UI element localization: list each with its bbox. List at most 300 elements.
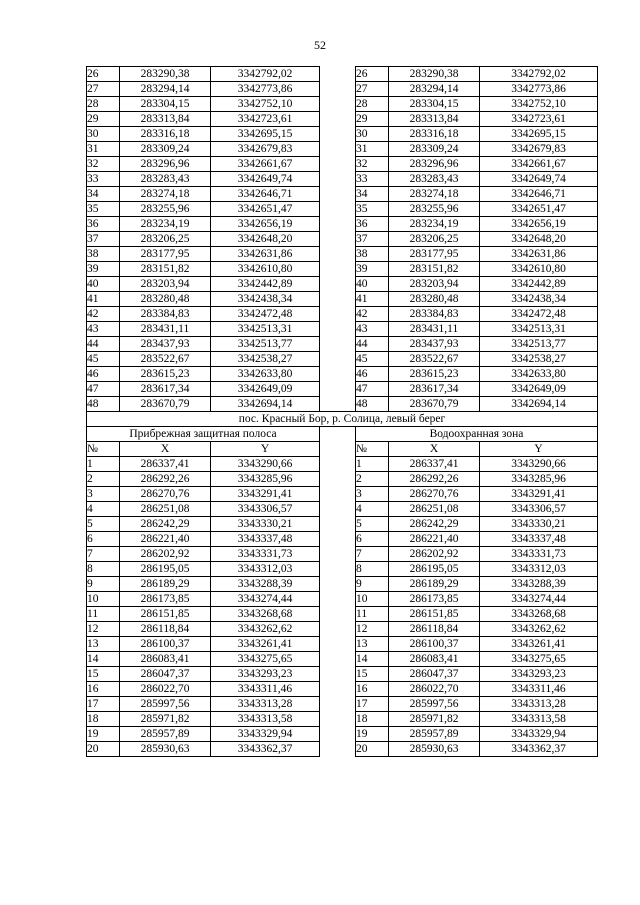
y-coordinate: 3342661,67 <box>480 157 598 172</box>
column-gap <box>320 562 356 577</box>
point-number: 42 <box>356 307 389 322</box>
y-coordinate: 3342633,80 <box>480 367 598 382</box>
x-coordinate: 283617,34 <box>120 382 211 397</box>
x-coordinate: 283206,25 <box>120 232 211 247</box>
point-number: 11 <box>87 607 120 622</box>
x-coordinate: 283617,34 <box>389 382 480 397</box>
table-row <box>87 247 598 262</box>
column-gap <box>320 232 356 247</box>
column-gap <box>320 307 356 322</box>
x-coordinate: 286022,70 <box>389 682 480 697</box>
point-number: 41 <box>356 292 389 307</box>
column-gap <box>320 502 356 517</box>
column-gap <box>320 127 356 142</box>
y-coordinate: 3342752,10 <box>211 97 320 112</box>
x-coordinate: 286251,08 <box>389 502 480 517</box>
table-row <box>87 517 598 532</box>
table-row <box>87 382 598 397</box>
y-coordinate: 3342438,34 <box>480 292 598 307</box>
y-coordinate: 3342633,80 <box>211 367 320 382</box>
point-number: 39 <box>87 262 120 277</box>
header-number: № <box>356 442 389 457</box>
point-number: 10 <box>87 592 120 607</box>
y-coordinate: 3342661,67 <box>211 157 320 172</box>
column-gap <box>320 352 356 367</box>
y-coordinate: 3343311,46 <box>211 682 320 697</box>
point-number: 43 <box>356 322 389 337</box>
y-coordinate: 3343330,21 <box>211 517 320 532</box>
column-gap <box>320 682 356 697</box>
column-gap <box>320 172 356 187</box>
column-gap <box>320 202 356 217</box>
table-row <box>87 142 598 157</box>
point-number: 34 <box>87 187 120 202</box>
x-coordinate: 286221,40 <box>389 532 480 547</box>
point-number: 31 <box>87 142 120 157</box>
x-coordinate: 286242,29 <box>120 517 211 532</box>
point-number: 13 <box>87 637 120 652</box>
x-coordinate: 283437,93 <box>120 337 211 352</box>
point-number: 28 <box>87 97 120 112</box>
x-coordinate: 286221,40 <box>120 532 211 547</box>
table-row <box>87 652 598 667</box>
point-number: 40 <box>356 277 389 292</box>
point-number: 46 <box>356 367 389 382</box>
y-coordinate: 3342752,10 <box>480 97 598 112</box>
x-coordinate: 283316,18 <box>120 127 211 142</box>
x-coordinate: 283296,96 <box>120 157 211 172</box>
column-gap <box>320 217 356 232</box>
x-coordinate: 285971,82 <box>389 712 480 727</box>
point-number: 33 <box>87 172 120 187</box>
table-row <box>87 697 598 712</box>
y-coordinate: 3342513,31 <box>211 322 320 337</box>
header-x: X <box>389 442 480 457</box>
point-number: 18 <box>356 712 389 727</box>
point-number: 5 <box>87 517 120 532</box>
y-coordinate: 3343313,58 <box>480 712 598 727</box>
point-number: 2 <box>356 472 389 487</box>
point-number: 3 <box>87 487 120 502</box>
point-number: 37 <box>87 232 120 247</box>
y-coordinate: 3343261,41 <box>211 637 320 652</box>
x-coordinate: 283522,67 <box>389 352 480 367</box>
column-gap <box>320 67 356 82</box>
point-number: 15 <box>356 667 389 682</box>
x-coordinate: 283151,82 <box>120 262 211 277</box>
table-row <box>87 487 598 502</box>
y-coordinate: 3342646,71 <box>211 187 320 202</box>
x-coordinate: 283151,82 <box>389 262 480 277</box>
y-coordinate: 3342513,31 <box>480 322 598 337</box>
y-coordinate: 3342694,14 <box>211 397 320 412</box>
column-gap <box>320 367 356 382</box>
column-gap <box>320 337 356 352</box>
y-coordinate: 3343331,73 <box>211 547 320 562</box>
x-coordinate: 286047,37 <box>389 667 480 682</box>
column-gap <box>320 322 356 337</box>
y-coordinate: 3343274,44 <box>211 592 320 607</box>
y-coordinate: 3342513,77 <box>211 337 320 352</box>
y-coordinate: 3343275,65 <box>211 652 320 667</box>
y-coordinate: 3342646,71 <box>480 187 598 202</box>
y-coordinate: 3343262,62 <box>480 622 598 637</box>
x-coordinate: 283313,84 <box>120 112 211 127</box>
y-coordinate: 3343290,66 <box>480 457 598 472</box>
table-row <box>87 202 598 217</box>
y-coordinate: 3343288,39 <box>480 577 598 592</box>
table-row <box>87 367 598 382</box>
table-row <box>87 277 598 292</box>
x-coordinate: 283290,38 <box>120 67 211 82</box>
point-number: 14 <box>87 652 120 667</box>
point-number: 32 <box>87 157 120 172</box>
column-gap <box>320 487 356 502</box>
x-coordinate: 286202,92 <box>120 547 211 562</box>
column-gap <box>320 382 356 397</box>
table-row <box>87 562 598 577</box>
column-gap <box>320 577 356 592</box>
point-number: 6 <box>87 532 120 547</box>
x-coordinate: 283522,67 <box>120 352 211 367</box>
y-coordinate: 3343313,58 <box>211 712 320 727</box>
y-coordinate: 3343313,28 <box>211 697 320 712</box>
x-coordinate: 283234,19 <box>120 217 211 232</box>
y-coordinate: 3343362,37 <box>211 742 320 757</box>
y-coordinate: 3342651,47 <box>480 202 598 217</box>
x-coordinate: 283384,83 <box>389 307 480 322</box>
y-coordinate: 3343275,65 <box>480 652 598 667</box>
y-coordinate: 3343293,23 <box>480 667 598 682</box>
x-coordinate: 283290,38 <box>389 67 480 82</box>
point-number: 7 <box>87 547 120 562</box>
x-coordinate: 283203,94 <box>120 277 211 292</box>
x-coordinate: 283294,14 <box>389 82 480 97</box>
x-coordinate: 283280,48 <box>389 292 480 307</box>
y-coordinate: 3342648,20 <box>211 232 320 247</box>
column-gap <box>320 292 356 307</box>
x-coordinate: 286173,85 <box>120 592 211 607</box>
y-coordinate: 3342651,47 <box>211 202 320 217</box>
table-row <box>87 682 598 697</box>
x-coordinate: 285997,56 <box>389 697 480 712</box>
point-number: 19 <box>87 727 120 742</box>
column-gap <box>320 262 356 277</box>
point-number: 4 <box>87 502 120 517</box>
column-gap <box>320 637 356 652</box>
point-number: 9 <box>356 577 389 592</box>
table-row <box>87 262 598 277</box>
point-number: 31 <box>356 142 389 157</box>
y-coordinate: 3343288,39 <box>211 577 320 592</box>
y-coordinate: 3342723,61 <box>480 112 598 127</box>
point-number: 3 <box>356 487 389 502</box>
x-coordinate: 286022,70 <box>120 682 211 697</box>
header-number: № <box>87 442 120 457</box>
column-gap <box>320 427 356 442</box>
y-coordinate: 3342472,48 <box>480 307 598 322</box>
y-coordinate: 3343306,57 <box>211 502 320 517</box>
y-coordinate: 3342723,61 <box>211 112 320 127</box>
x-coordinate: 283294,14 <box>120 82 211 97</box>
y-coordinate: 3343293,23 <box>211 667 320 682</box>
x-coordinate: 285997,56 <box>120 697 211 712</box>
point-number: 40 <box>87 277 120 292</box>
point-number: 30 <box>87 127 120 142</box>
y-coordinate: 3342513,77 <box>480 337 598 352</box>
point-number: 47 <box>356 382 389 397</box>
y-coordinate: 3342694,14 <box>480 397 598 412</box>
y-coordinate: 3342631,86 <box>211 247 320 262</box>
x-coordinate: 283274,18 <box>120 187 211 202</box>
y-coordinate: 3343285,96 <box>480 472 598 487</box>
table-row <box>87 457 598 472</box>
x-coordinate: 283670,79 <box>389 397 480 412</box>
x-coordinate: 283431,11 <box>389 322 480 337</box>
y-coordinate: 3343337,48 <box>480 532 598 547</box>
point-number: 14 <box>356 652 389 667</box>
table-row <box>87 502 598 517</box>
x-coordinate: 286292,26 <box>120 472 211 487</box>
x-coordinate: 283437,93 <box>389 337 480 352</box>
y-coordinate: 3342792,02 <box>211 67 320 82</box>
point-number: 5 <box>356 517 389 532</box>
table-row <box>87 532 598 547</box>
y-coordinate: 3343268,68 <box>480 607 598 622</box>
point-number: 39 <box>356 262 389 277</box>
y-coordinate: 3343285,96 <box>211 472 320 487</box>
table-row <box>87 742 598 757</box>
column-gap <box>320 442 356 457</box>
column-gap <box>320 247 356 262</box>
point-number: 44 <box>356 337 389 352</box>
point-number: 35 <box>356 202 389 217</box>
y-coordinate: 3343330,21 <box>480 517 598 532</box>
point-number: 16 <box>87 682 120 697</box>
x-coordinate: 283206,25 <box>389 232 480 247</box>
point-number: 11 <box>356 607 389 622</box>
header-y: Y <box>480 442 598 457</box>
table-row <box>87 727 598 742</box>
y-coordinate: 3343313,28 <box>480 697 598 712</box>
point-number: 2 <box>87 472 120 487</box>
x-coordinate: 285971,82 <box>120 712 211 727</box>
x-coordinate: 285957,89 <box>389 727 480 742</box>
point-number: 45 <box>87 352 120 367</box>
column-gap <box>320 187 356 202</box>
column-gap <box>320 82 356 97</box>
point-number: 27 <box>356 82 389 97</box>
x-coordinate: 283309,24 <box>120 142 211 157</box>
y-coordinate: 3342695,15 <box>480 127 598 142</box>
table-row <box>87 67 598 82</box>
y-coordinate: 3342649,74 <box>480 172 598 187</box>
point-number: 17 <box>356 697 389 712</box>
table-row <box>87 592 598 607</box>
table-row <box>87 472 598 487</box>
y-coordinate: 3343362,37 <box>480 742 598 757</box>
y-coordinate: 3343261,41 <box>480 637 598 652</box>
x-coordinate: 283234,19 <box>389 217 480 232</box>
point-number: 30 <box>356 127 389 142</box>
y-coordinate: 3342773,86 <box>211 82 320 97</box>
x-coordinate: 286100,37 <box>120 637 211 652</box>
section-title-row <box>87 427 598 442</box>
x-coordinate: 286195,05 <box>120 562 211 577</box>
column-gap <box>320 727 356 742</box>
point-number: 36 <box>87 217 120 232</box>
table-row <box>87 112 598 127</box>
point-number: 43 <box>87 322 120 337</box>
y-coordinate: 3343329,94 <box>211 727 320 742</box>
x-coordinate: 286337,41 <box>120 457 211 472</box>
point-number: 44 <box>87 337 120 352</box>
point-number: 20 <box>356 742 389 757</box>
x-coordinate: 283283,43 <box>120 172 211 187</box>
x-coordinate: 286251,08 <box>120 502 211 517</box>
table-row <box>87 577 598 592</box>
table-row <box>87 667 598 682</box>
y-coordinate: 3342442,89 <box>211 277 320 292</box>
table-row <box>87 337 598 352</box>
x-coordinate: 286083,41 <box>389 652 480 667</box>
point-number: 19 <box>356 727 389 742</box>
table-row <box>87 232 598 247</box>
x-coordinate: 286118,84 <box>389 622 480 637</box>
x-coordinate: 283384,83 <box>120 307 211 322</box>
column-gap <box>320 532 356 547</box>
x-coordinate: 283431,11 <box>120 322 211 337</box>
y-coordinate: 3342656,19 <box>480 217 598 232</box>
y-coordinate: 3343268,68 <box>211 607 320 622</box>
point-number: 33 <box>356 172 389 187</box>
table-row <box>87 97 598 112</box>
point-number: 1 <box>87 457 120 472</box>
point-number: 42 <box>87 307 120 322</box>
y-coordinate: 3342649,74 <box>211 172 320 187</box>
x-coordinate: 286189,29 <box>389 577 480 592</box>
x-coordinate: 283304,15 <box>389 97 480 112</box>
point-number: 10 <box>356 592 389 607</box>
table-row <box>87 322 598 337</box>
x-coordinate: 286173,85 <box>389 592 480 607</box>
table-row <box>87 292 598 307</box>
x-coordinate: 283255,96 <box>389 202 480 217</box>
point-number: 32 <box>356 157 389 172</box>
x-coordinate: 286242,29 <box>389 517 480 532</box>
column-gap <box>320 607 356 622</box>
location-row <box>87 412 598 427</box>
column-gap <box>320 277 356 292</box>
y-coordinate: 3343291,41 <box>480 487 598 502</box>
x-coordinate: 283615,23 <box>389 367 480 382</box>
left-section-title: Прибрежная защитная полоса <box>87 427 320 442</box>
y-coordinate: 3342695,15 <box>211 127 320 142</box>
header-x: X <box>120 442 211 457</box>
x-coordinate: 283313,84 <box>389 112 480 127</box>
column-gap <box>320 397 356 412</box>
x-coordinate: 286189,29 <box>120 577 211 592</box>
x-coordinate: 283177,95 <box>389 247 480 262</box>
y-coordinate: 3343312,03 <box>211 562 320 577</box>
point-number: 37 <box>356 232 389 247</box>
y-coordinate: 3343311,46 <box>480 682 598 697</box>
table-row <box>87 187 598 202</box>
y-coordinate: 3342773,86 <box>480 82 598 97</box>
y-coordinate: 3342631,86 <box>480 247 598 262</box>
point-number: 1 <box>356 457 389 472</box>
y-coordinate: 3343274,44 <box>480 592 598 607</box>
x-coordinate: 286337,41 <box>389 457 480 472</box>
column-gap <box>320 157 356 172</box>
x-coordinate: 283615,23 <box>120 367 211 382</box>
column-gap <box>320 622 356 637</box>
column-gap <box>320 112 356 127</box>
x-coordinate: 283255,96 <box>120 202 211 217</box>
y-coordinate: 3342679,83 <box>211 142 320 157</box>
column-gap <box>320 547 356 562</box>
point-number: 9 <box>87 577 120 592</box>
y-coordinate: 3342610,80 <box>211 262 320 277</box>
y-coordinate: 3342679,83 <box>480 142 598 157</box>
header-y: Y <box>211 442 320 457</box>
y-coordinate: 3343290,66 <box>211 457 320 472</box>
right-section-title: Водоохранная зона <box>356 427 598 442</box>
coordinates-table <box>86 66 598 757</box>
x-coordinate: 283280,48 <box>120 292 211 307</box>
y-coordinate: 3342656,19 <box>211 217 320 232</box>
table-row <box>87 607 598 622</box>
point-number: 28 <box>356 97 389 112</box>
y-coordinate: 3343291,41 <box>211 487 320 502</box>
table-row <box>87 82 598 97</box>
column-gap <box>320 667 356 682</box>
point-number: 20 <box>87 742 120 757</box>
column-gap <box>320 712 356 727</box>
column-gap <box>320 457 356 472</box>
y-coordinate: 3342649,09 <box>480 382 598 397</box>
x-coordinate: 283316,18 <box>389 127 480 142</box>
point-number: 15 <box>87 667 120 682</box>
y-coordinate: 3342438,34 <box>211 292 320 307</box>
location-title: пос. Красный Бор, р. Солица, левый берег <box>87 412 598 427</box>
x-coordinate: 283203,94 <box>389 277 480 292</box>
y-coordinate: 3343312,03 <box>480 562 598 577</box>
point-number: 12 <box>87 622 120 637</box>
x-coordinate: 286100,37 <box>389 637 480 652</box>
column-gap <box>320 742 356 757</box>
y-coordinate: 3343262,62 <box>211 622 320 637</box>
point-number: 17 <box>87 697 120 712</box>
table-row <box>87 157 598 172</box>
x-coordinate: 285957,89 <box>120 727 211 742</box>
x-coordinate: 286151,85 <box>120 607 211 622</box>
x-coordinate: 286195,05 <box>389 562 480 577</box>
table-row <box>87 547 598 562</box>
y-coordinate: 3343329,94 <box>480 727 598 742</box>
x-coordinate: 286270,76 <box>120 487 211 502</box>
column-gap <box>320 517 356 532</box>
y-coordinate: 3342442,89 <box>480 277 598 292</box>
column-gap <box>320 142 356 157</box>
x-coordinate: 283670,79 <box>120 397 211 412</box>
point-number: 35 <box>87 202 120 217</box>
x-coordinate: 283296,96 <box>389 157 480 172</box>
point-number: 12 <box>356 622 389 637</box>
column-gap <box>320 592 356 607</box>
point-number: 47 <box>87 382 120 397</box>
y-coordinate: 3342472,48 <box>211 307 320 322</box>
